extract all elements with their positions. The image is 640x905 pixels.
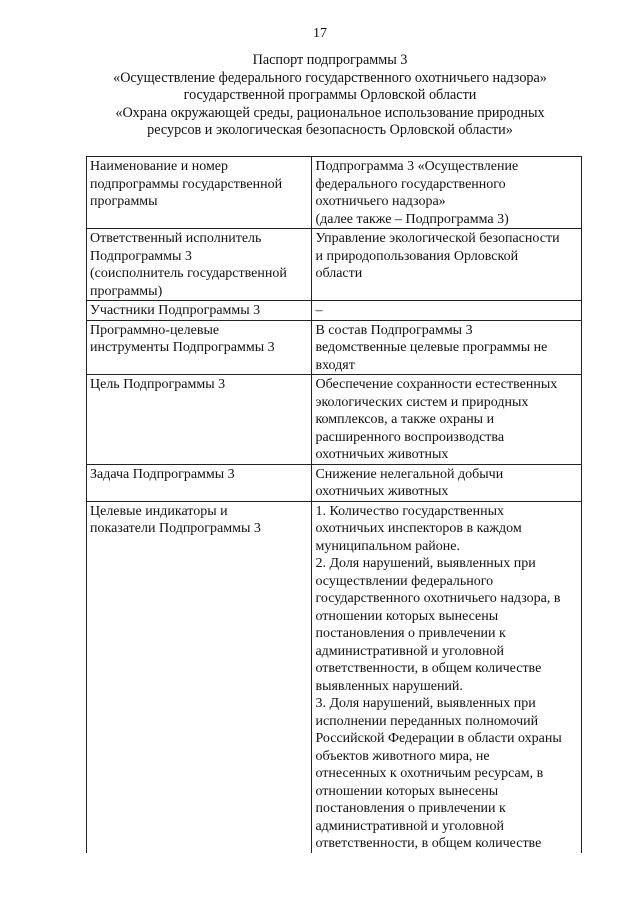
row-label-cell — [87, 320, 312, 375]
row-label-line: Ответственный исполнитель — [90, 231, 262, 246]
row-value-line: постановления о привлечении к — [315, 626, 506, 641]
row-label-line: подпрограммы государственной — [90, 176, 283, 192]
row-label-cell — [87, 501, 312, 853]
row-label-line: Наименование и номер — [90, 159, 229, 174]
row-label-line: Подпрограммы 3 — [90, 248, 192, 264]
row-value-line: ведомственные целевые программы не — [315, 340, 548, 355]
row-value-line: административной и уголовной — [315, 818, 504, 834]
table-row — [87, 229, 582, 301]
row-value-line: 2. Доля нарушений, выявленных при — [315, 556, 536, 571]
row-value-line: охотничьих животных — [315, 447, 449, 462]
table-row — [87, 501, 582, 853]
row-value-line: экологических систем и природных — [315, 394, 529, 410]
row-value-cell — [312, 464, 582, 501]
row-label-line: Участники Подпрограммы 3 — [90, 303, 261, 318]
title-line: государственной программы Орловской области — [183, 87, 477, 103]
row-value-line: объектов животного мира, не — [315, 748, 490, 764]
row-value-line: ответственности, в общем количестве — [315, 836, 542, 851]
row-value-line: отношении которых вынесены — [315, 608, 499, 624]
title-line: «Охрана окружающей среды, рациональное использование природных — [115, 104, 545, 121]
row-label-line: Цель Подпрограммы 3 — [90, 377, 226, 392]
row-value-cell — [312, 320, 582, 375]
row-value-line: Подпрограмма 3 «Осуществление — [315, 159, 519, 174]
row-value-line: входят — [315, 357, 355, 373]
row-value-line: Обеспечение сохранности естественных — [315, 377, 558, 392]
table-row — [87, 464, 582, 501]
page-number: 17 — [313, 26, 327, 41]
row-label-line: программы) — [90, 283, 163, 299]
row-value-line: расширенного воспроизводства — [315, 429, 505, 445]
row-value-line: области — [315, 266, 363, 281]
row-label-cell — [87, 464, 312, 501]
table-row — [87, 320, 582, 375]
row-value-cell — [312, 157, 582, 229]
row-value-line: Снижение нелегальной добычи — [315, 466, 504, 482]
row-value-line: постановления о привлечении к — [315, 801, 506, 816]
row-value-line: осуществлении федерального — [315, 573, 494, 589]
row-value-line: 1. Количество государственных — [315, 503, 505, 519]
row-value-cell — [312, 501, 582, 853]
row-label-line: показатели Подпрограммы 3 — [90, 521, 261, 536]
title-line: «Осуществление федерального государственного охотничьего надзора» — [113, 69, 547, 86]
row-value-line: муниципальном районе. — [315, 538, 460, 554]
passport-table — [86, 156, 582, 853]
row-value-line: охотничьего надзора» — [315, 194, 446, 209]
row-label-line: программы — [90, 194, 158, 209]
row-value-cell — [312, 229, 582, 301]
row-value-line: отношении которых вынесены — [315, 783, 499, 799]
row-value-line: федерального государственного — [315, 176, 506, 192]
row-value-line: В состав Подпрограммы 3 — [315, 322, 473, 338]
row-value-line: (далее также – Подпрограмма 3) — [315, 211, 509, 227]
row-label-line: Программно-целевые — [90, 322, 220, 338]
title-line: ресурсов и экологическая безопасность Орловской области» — [147, 122, 513, 138]
row-value-line: 3. Доля нарушений, выявленных при — [315, 696, 536, 711]
row-value-cell — [312, 375, 582, 465]
row-label-line: Целевые индикаторы и — [90, 503, 228, 519]
passport-table-body — [87, 157, 582, 853]
row-value-line: отнесенных к охотничьим ресурсам, в — [315, 766, 544, 781]
table-row — [87, 301, 582, 321]
row-value-line: ответственности, в общем количестве — [315, 661, 542, 676]
row-value-line: – — [315, 303, 323, 318]
row-value-line: Российской Федерации в области охраны — [315, 731, 562, 746]
row-label-line: инструменты Подпрограммы 3 — [90, 340, 275, 355]
row-value-line: выявленных нарушений. — [315, 678, 463, 694]
row-label-line: (соисполнитель государственной — [90, 266, 287, 281]
document-title — [60, 52, 600, 140]
title-line: Паспорт подпрограммы 3 — [252, 52, 408, 68]
row-label-cell — [87, 301, 312, 321]
row-label-cell — [87, 157, 312, 229]
row-value-line: охотничьих животных — [315, 484, 449, 499]
row-label-cell — [87, 229, 312, 301]
table-row — [87, 157, 582, 229]
row-value-line: и природопользования Орловской — [315, 248, 519, 264]
row-label-cell — [87, 375, 312, 465]
row-value-line: государственного охотничьего надзора, в — [315, 591, 561, 606]
table-row — [87, 375, 582, 465]
row-value-line: административной и уголовной — [315, 643, 504, 659]
row-value-line: охотничьих инспекторов в каждом — [315, 521, 522, 536]
row-value-line: исполнении переданных полномочий — [315, 713, 539, 729]
row-value-cell — [312, 301, 582, 321]
row-value-line: комплексов, а также охраны и — [315, 412, 495, 427]
row-label-line: Задача Подпрограммы 3 — [90, 466, 235, 482]
row-value-line: Управление экологической безопасности — [315, 231, 560, 246]
